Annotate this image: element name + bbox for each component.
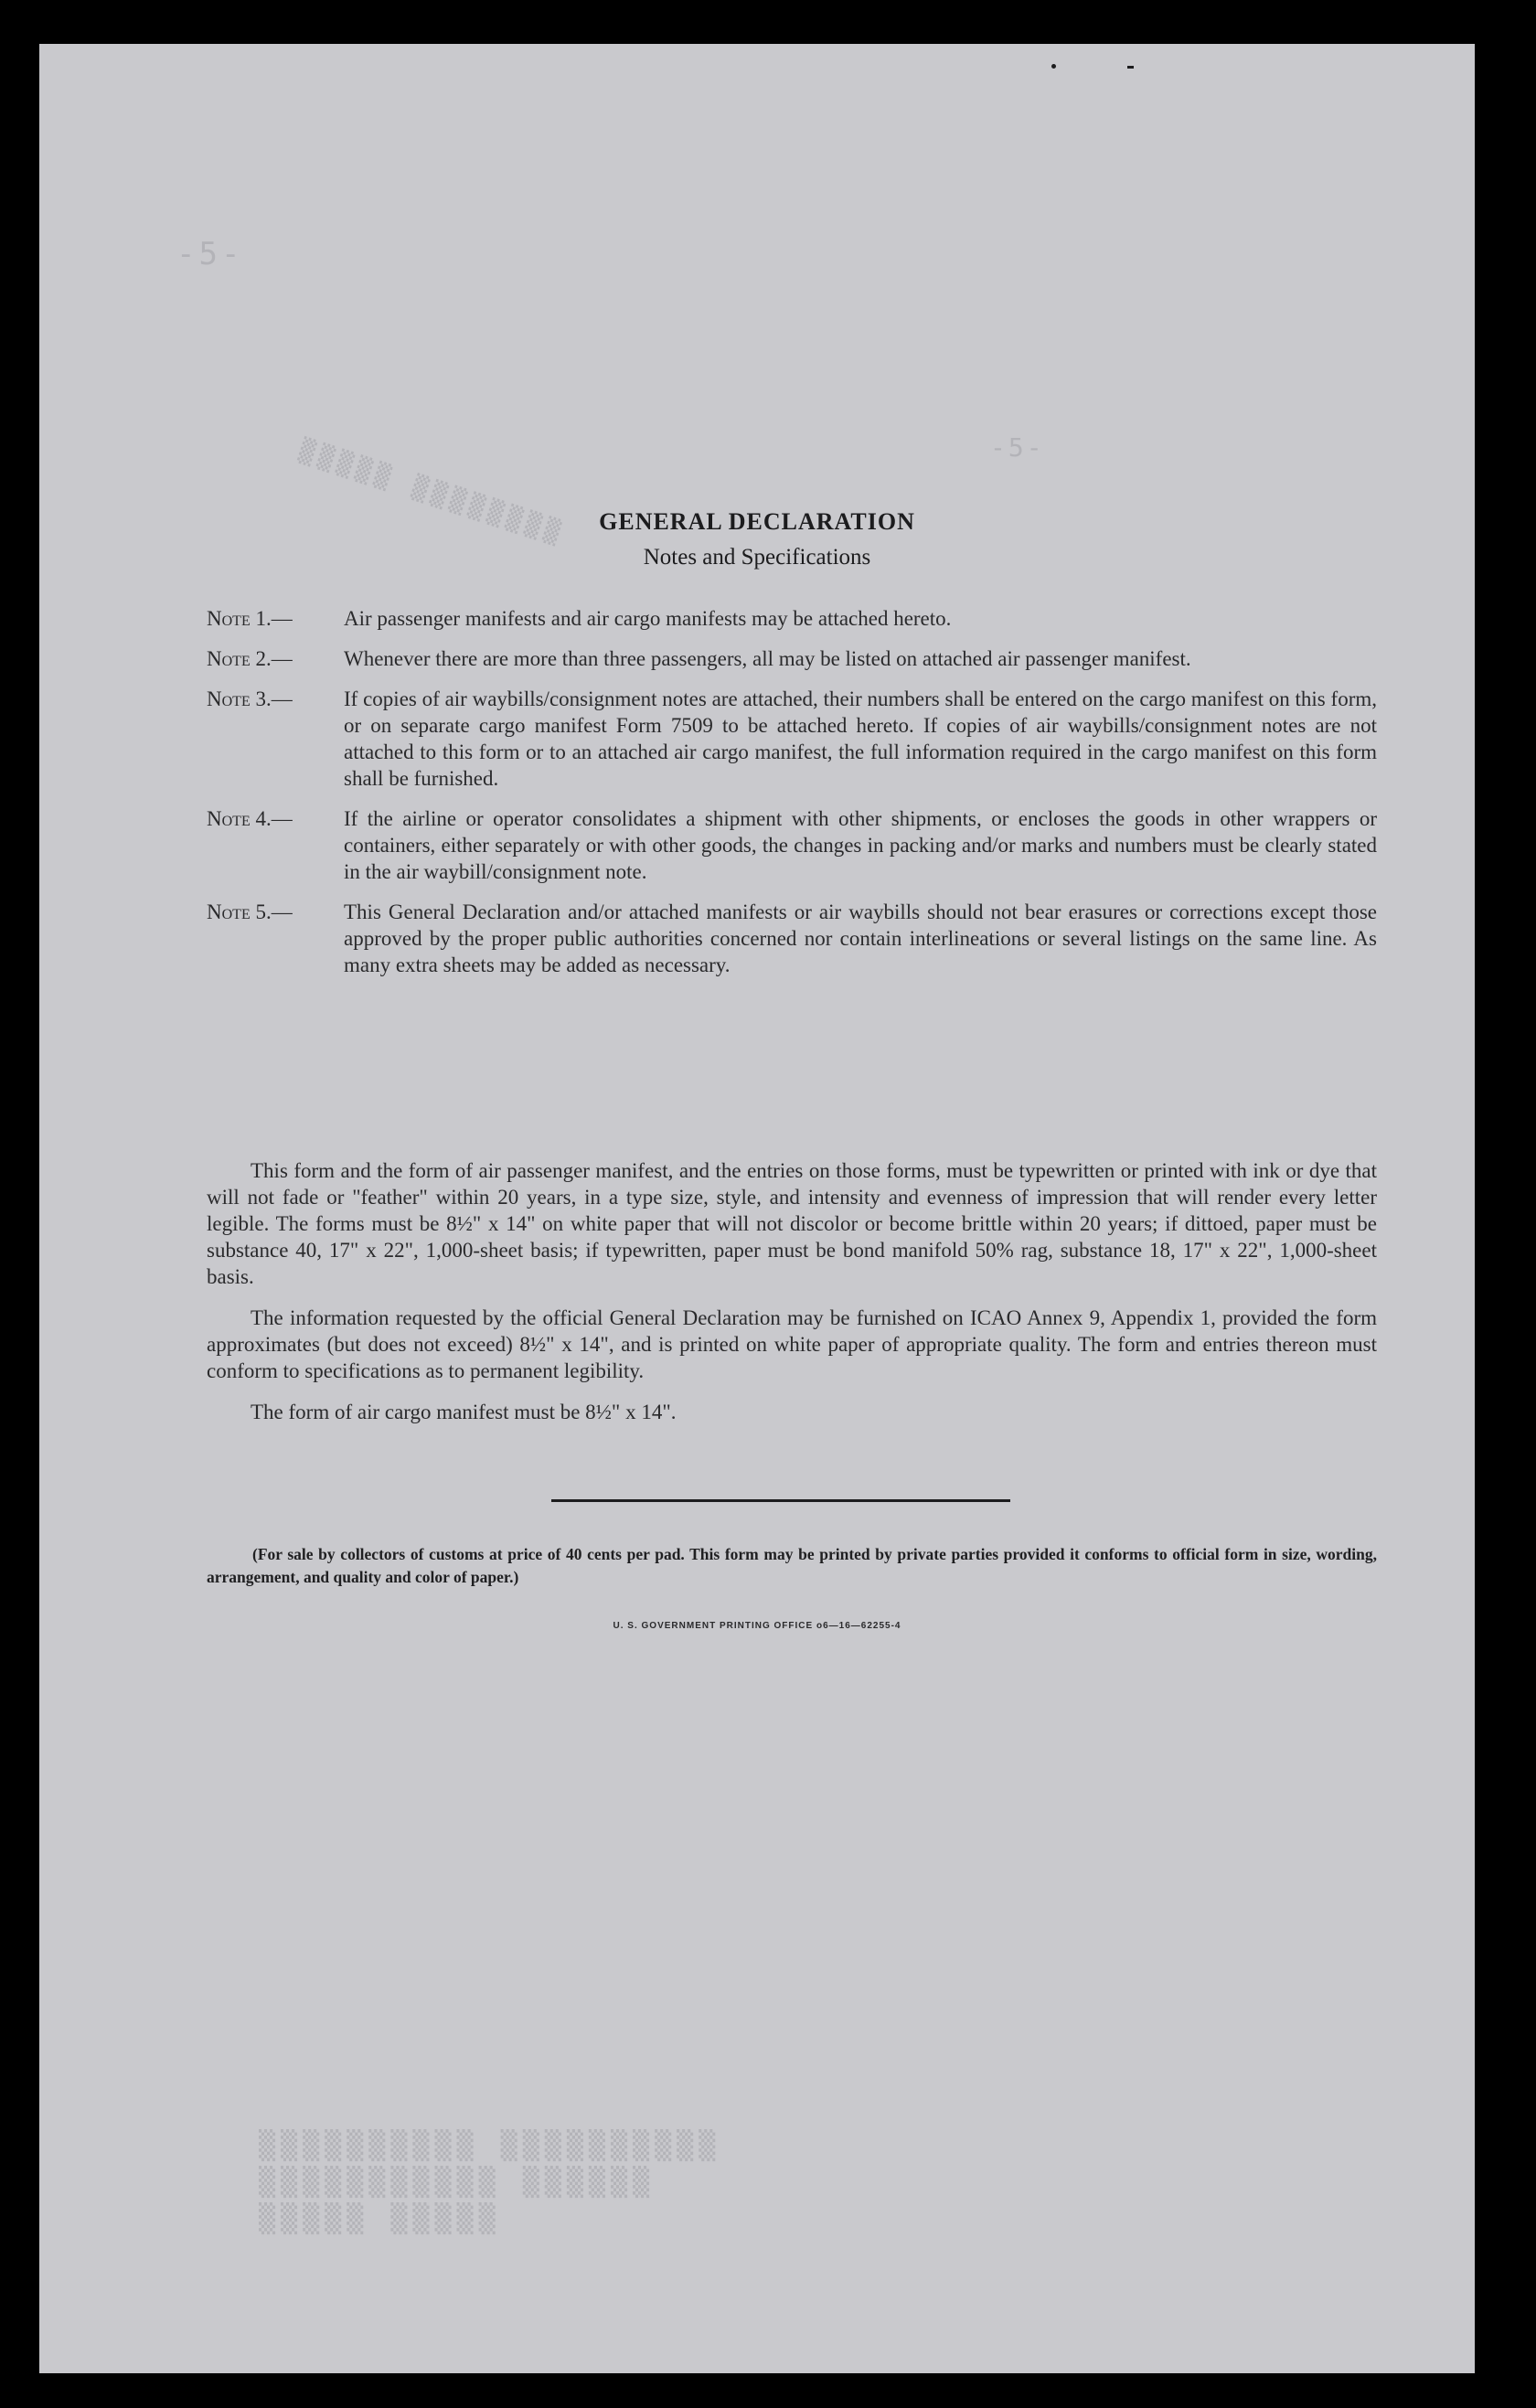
notes-list (207, 605, 1377, 992)
note-label: Note 3.— (207, 687, 293, 710)
bleed-through-stamp: ▒▒▒▒▒ ▒▒▒▒▒▒▒▒ (295, 437, 569, 549)
document-page (39, 44, 1475, 2373)
printer-imprint: U. S. GOVERNMENT PRINTING OFFICE o6—16—62255-4 (613, 1621, 901, 1631)
note-text: This General Declaration and/or attached manifests or air waybills should not bear erasures or corrections except those approved by the proper public authorities concerned nor contain interlineations or several listings on the same line. As many extra sheets may be added as necessary. (344, 900, 1377, 976)
document-subtitle: Notes and Specifications (643, 545, 871, 570)
note-2 (207, 645, 1377, 672)
note-label: Note 4.— (207, 807, 293, 830)
divider-rule (551, 1499, 1010, 1502)
sale-notice: (For sale by collectors of customs at price of 40 cents per pad. This form may be printed by private parties provided it conforms to official form in size, wording, arrangement, and quality and color of paper.) (207, 1545, 1377, 1586)
note-5 (207, 899, 1377, 978)
note-label: Note 5.— (207, 900, 293, 923)
note-4 (207, 805, 1377, 885)
paragraph-cargo-manifest: The form of air cargo manifest must be 8½" x 14". (251, 1401, 677, 1423)
paragraph-icao: The information requested by the official General Declaration may be furnished on ICAO Annex 9, Appendix 1, provided the form approximates (but does not exceed) 8½" x 14", and is printed on white paper of appropriate quality. The form and entries thereon must conform to specifications as to permanent legibility. (207, 1306, 1377, 1382)
note-text: Whenever there are more than three passengers, all may be listed on attached air passenger manifest. (344, 647, 1191, 670)
bleed-through-stamp: ▒▒▒▒▒▒▒▒▒▒ ▒▒▒▒▒▒▒▒▒▒ ▒▒▒▒▒▒▒▒▒▒▒ ▒▒▒▒▒▒ ▒▒▒▒▒ ▒▒▒▒▒ (259, 2130, 721, 2235)
note-3 (207, 686, 1377, 792)
note-1 (207, 605, 1377, 632)
note-text: Air passenger manifests and air cargo manifests may be attached hereto. (344, 607, 952, 630)
bleed-through-mark: -5- (990, 432, 1045, 463)
specifications-paragraphs (207, 1157, 1377, 1440)
paragraph-form-specs: This form and the form of air passenger manifest, and the entries on those forms, must be typewritten or printed with ink or dye that will not fade or "feather" within 20 years, in a type size, style, and intensity and evenness of impression that will render every letter legible. The forms must be 8½" x 14" on white paper that will not discolor or become brittle within 20 years; if dittoed, paper must be substance 40, 17" x 22", 1,000-sheet basis; if typewritten, paper must be bond manifold 50% rag, substance 18, 17" x 22", 1,000-sheet basis. (207, 1159, 1377, 1288)
note-text: If copies of air waybills/consignment notes are attached, their numbers shall be entered on the cargo manifest on this form, or on separate cargo manifest Form 7509 to be attached hereto. If copies of air waybills/consignment notes are not attached to this form or to an attached air cargo manifest, the full information required in the cargo manifest on this form shall be furnished. (344, 687, 1377, 790)
note-label: Note 1.— (207, 607, 293, 630)
bleed-through-mark: -5- (176, 236, 244, 272)
document-title: GENERAL DECLARATION (599, 508, 915, 535)
note-label: Note 2.— (207, 647, 293, 670)
note-text: If the airline or operator consolidates a shipment with other shipments, or encloses the goods in other wrappers or containers, either separately or with other goods, the changes in packing and/or marks and numbers must be clearly stated in the air waybill/consignment note. (344, 807, 1377, 883)
